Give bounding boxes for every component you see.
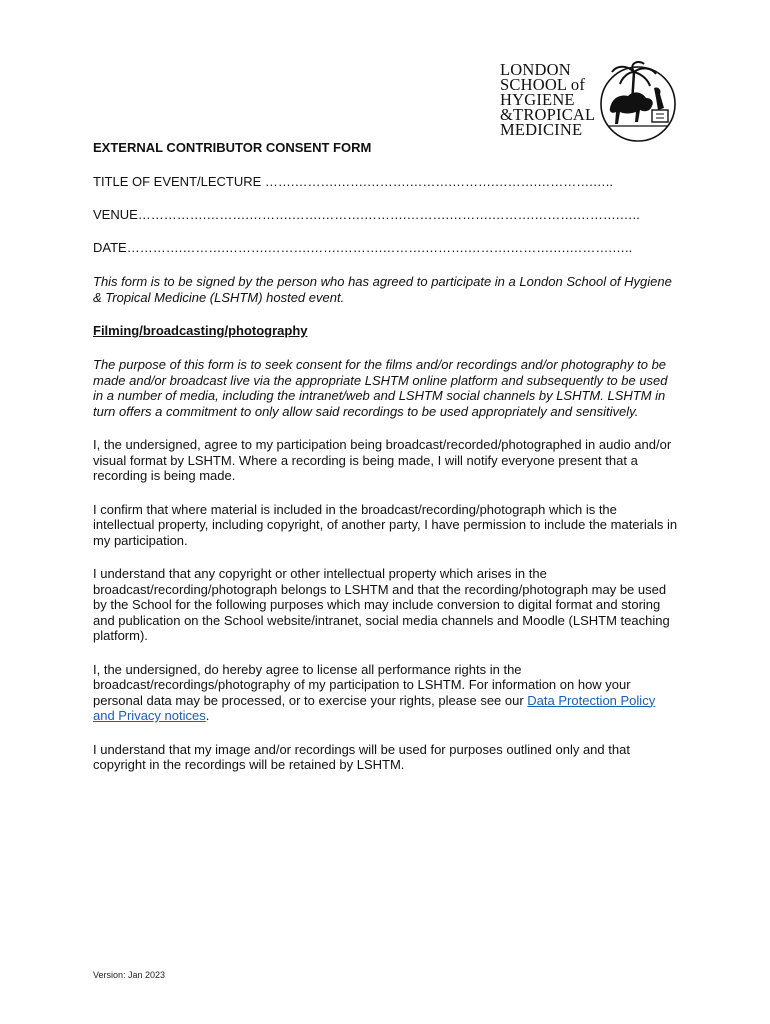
logo-line: LONDON	[500, 60, 571, 79]
agreement-paragraph: I, the undersigned, agree to my participation being broadcast/recorded/photographed in audio and/or visual format by LSHTM. Where a recording is being made, I will notify everyone present that a recording is being made.	[93, 437, 672, 483]
date-field: DATE………….……….……….……….…….……….……….……….……….……….….……….…..	[93, 240, 633, 255]
section-heading: Filming/broadcasting/photography	[93, 323, 308, 338]
purpose-paragraph: The purpose of this form is to seek consent for the films and/or recordings and/or photography to be made and/or broadcast live via the appropriate LSHTM online platform and subsequently to be used in a number of media, including the intranet/web and LSHTM social channels by LSHTM. LSHTM in turn offers a commitment to only allow said recordings to be used appropriately and sensitively.	[93, 357, 668, 419]
logo-line: MEDICINE	[500, 120, 583, 139]
logo-line: SCHOOL of	[500, 75, 586, 94]
logo-wordmark	[500, 62, 595, 137]
data-protection-link[interactable]: Data Protection Policy and Privacy notices	[93, 692, 656, 723]
logo-line: HYGIENE	[500, 90, 575, 109]
version-label: Version: Jan 2023	[93, 970, 166, 980]
license-end: .	[205, 708, 210, 723]
intro-paragraph: This form is to be signed by the person who has agreed to participate in a London School of Hygiene & Tropical Medicine (LSHTM) hosted event.	[93, 274, 672, 305]
third-party-paragraph: I confirm that where material is included in the broadcast/recording/photograph which is the intellectual property, including copyright, of another party, I have permission to include the materials in my participation.	[93, 501, 678, 548]
lshtm-logo	[500, 58, 680, 142]
title-of-event-field: TITLE OF EVENT/LECTURE …….……….…….……….……….……….……….………….…..	[93, 174, 614, 189]
consent-form	[93, 140, 678, 773]
logo-line: &TROPICAL	[500, 105, 596, 124]
venue-field: VENUE…………….……….……….…….……….……….……….……….……….……….……….…..	[93, 207, 640, 222]
license-text: I, the undersigned, do hereby agree to license all performance rights in the broadcast/recordings/photography of my participation to LSHTM. For information on how your personal data may be processed, or to exercise your rights, please see our	[93, 661, 631, 708]
form-title: EXTERNAL CONTRIBUTOR CONSENT FORM	[93, 140, 372, 155]
copyright-paragraph: I understand that any copyright or other intellectual property which arises in the broadcast/recording/photograph belongs to LSHTM and that the recording/photograph may be used by the School for the following purposes which may include conversion to digital format and storing and publication on the School website/intranet, social media channels and Moodle (LSHTM teaching platform).	[93, 566, 670, 643]
license-paragraph	[93, 662, 678, 724]
logo-emblem-icon	[598, 58, 678, 142]
image-use-paragraph: I understand that my image and/or recordings will be used for purposes outlined only and that copyright in the recordings will be retained by LSHTM.	[93, 741, 630, 772]
